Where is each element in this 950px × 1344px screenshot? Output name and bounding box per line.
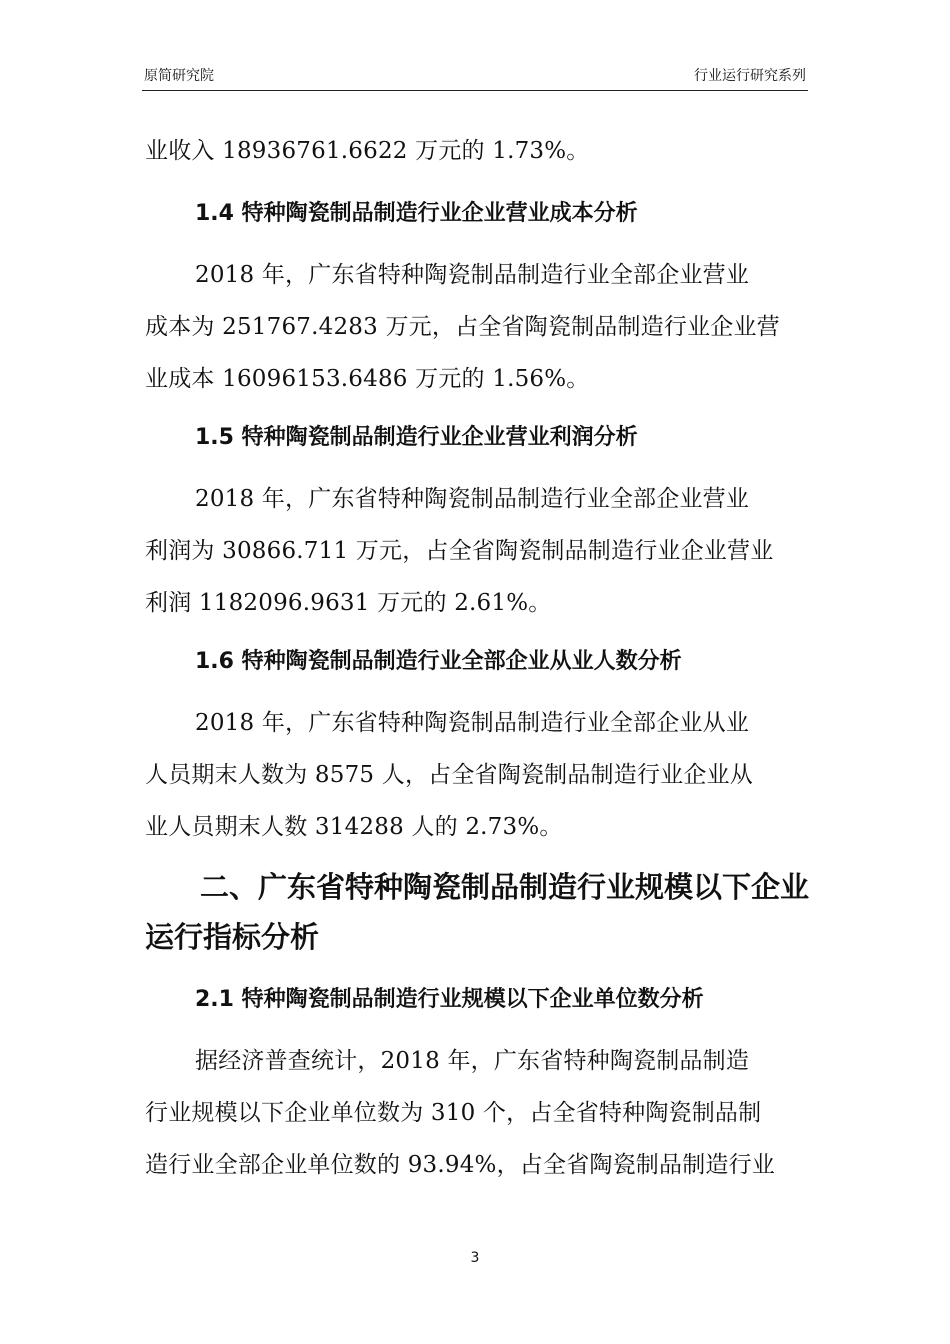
body-line: 业人员期末人数 314288 人的 2.73%。 (145, 814, 563, 840)
body-line: 造行业全部企业单位数的 93.94%，占全省陶瓷制品制造行业 (145, 1152, 776, 1178)
body-line: 利润为 30866.711 万元，占全省陶瓷制品制造行业企业营业 (145, 538, 774, 564)
body-line: 成本为 251767.4283 万元，占全省陶瓷制品制造行业企业营 (145, 314, 780, 340)
section-heading-2-1: 2.1 特种陶瓷制品制造行业规模以下企业单位数分析 (195, 987, 704, 1012)
body-line: 2018 年，广东省特种陶瓷制品制造行业全部企业营业 (195, 486, 750, 512)
chapter-title-line-1: 二、广东省特种陶瓷制品制造行业规模以下企业 (200, 870, 810, 904)
body-line: 利润 1182096.9631 万元的 2.61%。 (145, 590, 552, 616)
chapter-title-line-2: 运行指标分析 (145, 920, 320, 954)
section-heading-1-4: 1.4 特种陶瓷制品制造行业企业营业成本分析 (195, 201, 638, 226)
header-publisher: 原简研究院 (144, 68, 214, 84)
section-heading-1-6: 1.6 特种陶瓷制品制造行业全部企业从业人数分析 (195, 649, 682, 674)
body-line: 人员期末人数为 8575 人，占全省陶瓷制品制造行业企业从 (145, 762, 753, 788)
body-line: 2018 年，广东省特种陶瓷制品制造行业全部企业从业 (195, 710, 750, 736)
page-number: 3 (470, 1250, 480, 1266)
body-line: 业成本 16096153.6486 万元的 1.56%。 (145, 366, 590, 392)
section-heading-1-5: 1.5 特种陶瓷制品制造行业企业营业利润分析 (195, 425, 638, 450)
body-line: 2018 年，广东省特种陶瓷制品制造行业全部企业营业 (195, 262, 750, 288)
body-line: 行业规模以下企业单位数为 310 个，占全省特种陶瓷制品制 (145, 1100, 762, 1126)
body-line: 业收入 18936761.6622 万元的 1.73%。 (145, 138, 590, 164)
page-header (142, 66, 808, 91)
header-series: 行业运行研究系列 (694, 68, 806, 84)
body-line: 据经济普查统计，2018 年，广东省特种陶瓷制品制造 (195, 1048, 750, 1074)
